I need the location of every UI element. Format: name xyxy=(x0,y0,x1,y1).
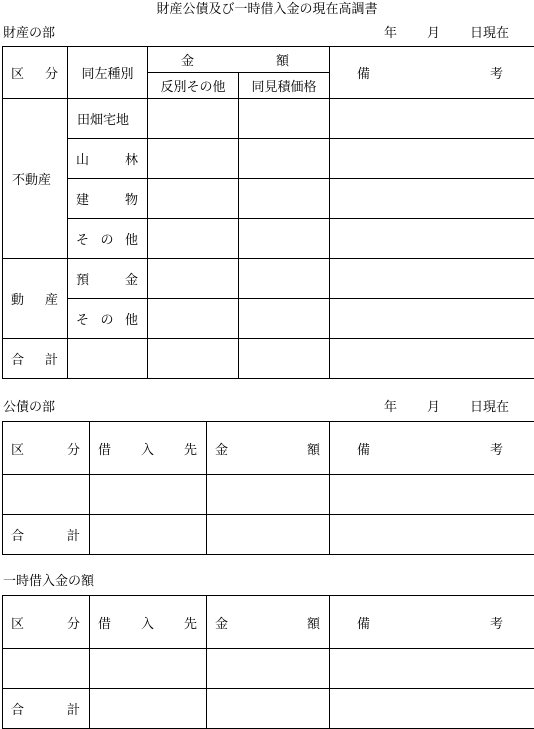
cell xyxy=(330,99,534,139)
cell xyxy=(207,475,330,515)
loans-header-kingaku: 金 額 xyxy=(207,596,330,649)
cell xyxy=(68,339,148,379)
loans-section-heading: 一時借入金の額 xyxy=(3,574,95,589)
cell xyxy=(148,339,239,379)
header-tanbetsu-sonota: 反別その他 xyxy=(148,73,239,99)
loans-header-kubun: 区 分 xyxy=(3,596,90,649)
cell xyxy=(3,649,90,689)
cell xyxy=(90,515,207,555)
property-date-day: 日現在 xyxy=(470,26,510,41)
loans-total-label: 合 計 xyxy=(3,689,90,729)
bonds-header-biko: 備 考 xyxy=(330,422,534,475)
type-sonota-1: そ の 他 xyxy=(68,219,148,259)
document-title: 財産公債及び一時借入金の現在高調書 xyxy=(156,2,378,17)
property-table xyxy=(2,46,534,379)
loans-header-kariiresaki: 借 入 先 xyxy=(90,596,207,649)
cell xyxy=(148,99,239,139)
cell xyxy=(148,259,239,299)
cell xyxy=(207,649,330,689)
loans-table xyxy=(2,595,534,729)
group-gokei: 合 計 xyxy=(3,339,68,379)
cell xyxy=(90,649,207,689)
cell xyxy=(239,179,330,219)
loans-header-biko: 備 考 xyxy=(330,596,534,649)
bonds-date-month: 月 xyxy=(427,400,441,415)
property-section-heading: 財産の部 xyxy=(3,26,56,41)
type-tatemono: 建 物 xyxy=(68,179,148,219)
cell xyxy=(90,689,207,729)
property-date-month: 月 xyxy=(427,26,441,41)
header-mitsumori-kakaku: 同見積価格 xyxy=(239,73,330,99)
cell xyxy=(148,219,239,259)
type-sanrin: 山 林 xyxy=(68,139,148,179)
bonds-header-kingaku: 金 額 xyxy=(207,422,330,475)
cell xyxy=(330,259,534,299)
bonds-total-label: 合 計 xyxy=(3,515,90,555)
cell xyxy=(239,139,330,179)
cell xyxy=(330,515,534,555)
cell xyxy=(330,339,534,379)
bonds-table xyxy=(2,421,534,555)
cell xyxy=(3,475,90,515)
property-date-year: 年 xyxy=(384,26,398,41)
cell xyxy=(239,259,330,299)
bonds-date-day: 日現在 xyxy=(470,400,510,415)
group-fudosan: 不動産 xyxy=(3,99,68,259)
cell xyxy=(330,139,534,179)
cell xyxy=(207,515,330,555)
type-denpata-takuchi: 田畑宅地 xyxy=(68,99,148,139)
group-dosan: 動 産 xyxy=(3,259,68,339)
cell xyxy=(330,689,534,729)
cell xyxy=(330,219,534,259)
cell xyxy=(330,475,534,515)
cell xyxy=(330,649,534,689)
type-sonota-2: そ の 他 xyxy=(68,299,148,339)
cell xyxy=(207,689,330,729)
cell xyxy=(239,219,330,259)
cell xyxy=(330,179,534,219)
bonds-section-heading: 公債の部 xyxy=(3,400,56,415)
cell xyxy=(330,299,534,339)
cell xyxy=(239,99,330,139)
bonds-header-kubun: 区 分 xyxy=(3,422,90,475)
cell xyxy=(239,339,330,379)
header-biko: 備 考 xyxy=(330,47,534,99)
cell xyxy=(148,299,239,339)
header-dosa-shubetsu: 同左種別 xyxy=(68,47,148,99)
bonds-date-year: 年 xyxy=(384,400,398,415)
header-kingaku: 金 額 xyxy=(148,47,330,73)
type-yokin: 預 金 xyxy=(68,259,148,299)
cell xyxy=(148,179,239,219)
cell xyxy=(148,139,239,179)
cell xyxy=(239,299,330,339)
bonds-header-kariiresaki: 借 入 先 xyxy=(90,422,207,475)
cell xyxy=(90,475,207,515)
header-kubun: 区 分 xyxy=(3,47,68,99)
